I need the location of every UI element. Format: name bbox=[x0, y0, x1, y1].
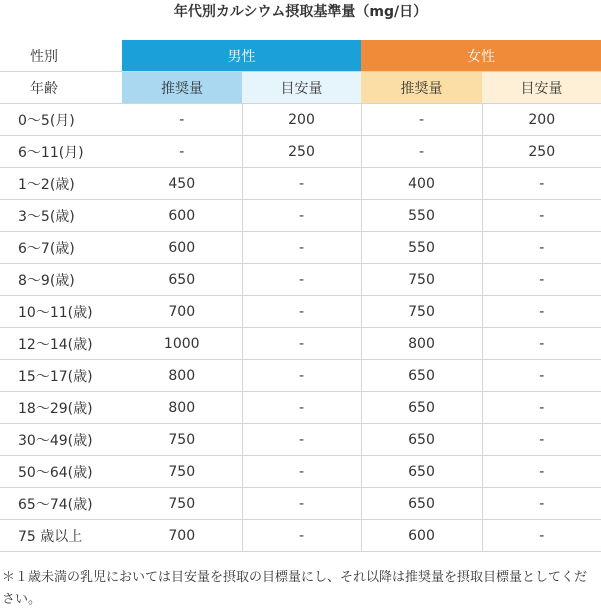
age-cell: 3〜5(歳) bbox=[0, 200, 122, 232]
female-target-cell: - bbox=[482, 456, 601, 488]
female-recommended-cell: 650 bbox=[361, 456, 482, 488]
table-row bbox=[0, 424, 601, 456]
age-cell: 1〜2(歳) bbox=[0, 168, 122, 200]
female-recommended-header: 推奨量 bbox=[361, 72, 482, 104]
female-target-cell: - bbox=[482, 264, 601, 296]
male-recommended-header: 推奨量 bbox=[122, 72, 242, 104]
male-target-cell: - bbox=[242, 296, 361, 328]
table-row bbox=[0, 168, 601, 200]
table-row bbox=[0, 136, 601, 168]
female-recommended-cell: - bbox=[361, 136, 482, 168]
table-body bbox=[0, 40, 601, 552]
table-row bbox=[0, 360, 601, 392]
table-row bbox=[0, 392, 601, 424]
table-row bbox=[0, 296, 601, 328]
female-header: 女性 bbox=[361, 40, 601, 72]
female-target-cell: - bbox=[482, 360, 601, 392]
table-row bbox=[0, 488, 601, 520]
female-target-cell: - bbox=[482, 232, 601, 264]
age-cell: 6〜7(歳) bbox=[0, 232, 122, 264]
male-recommended-cell: - bbox=[122, 136, 242, 168]
female-recommended-cell: - bbox=[361, 104, 482, 136]
male-target-header: 目安量 bbox=[242, 72, 361, 104]
age-cell: 0〜5(月) bbox=[0, 104, 122, 136]
female-target-cell: - bbox=[482, 424, 601, 456]
female-recommended-cell: 600 bbox=[361, 520, 482, 552]
table-row bbox=[0, 264, 601, 296]
calcium-intake-table bbox=[0, 40, 601, 552]
age-header-row bbox=[0, 72, 601, 104]
female-recommended-cell: 800 bbox=[361, 328, 482, 360]
table-row bbox=[0, 328, 601, 360]
age-cell: 8〜9(歳) bbox=[0, 264, 122, 296]
table-title: 年代別カルシウム摂取基準量（mg/日） bbox=[173, 4, 428, 20]
male-target-cell: - bbox=[242, 168, 361, 200]
male-target-cell: - bbox=[242, 456, 361, 488]
female-recommended-cell: 650 bbox=[361, 424, 482, 456]
female-recommended-cell: 650 bbox=[361, 360, 482, 392]
male-target-cell: 200 bbox=[242, 104, 361, 136]
table-row bbox=[0, 456, 601, 488]
table-row bbox=[0, 104, 601, 136]
male-recommended-cell: 700 bbox=[122, 296, 242, 328]
female-target-cell: - bbox=[482, 520, 601, 552]
female-target-cell: - bbox=[482, 296, 601, 328]
male-target-cell: - bbox=[242, 232, 361, 264]
male-recommended-cell: 800 bbox=[122, 360, 242, 392]
male-target-cell: - bbox=[242, 360, 361, 392]
male-target-cell: - bbox=[242, 392, 361, 424]
male-recommended-cell: 750 bbox=[122, 424, 242, 456]
age-cell: 18〜29(歳) bbox=[0, 392, 122, 424]
female-recommended-cell: 750 bbox=[361, 264, 482, 296]
age-cell: 65〜74(歳) bbox=[0, 488, 122, 520]
age-cell: 75 歳以上 bbox=[0, 520, 122, 552]
female-recommended-cell: 750 bbox=[361, 296, 482, 328]
male-recommended-cell: 1000 bbox=[122, 328, 242, 360]
age-cell: 50〜64(歳) bbox=[0, 456, 122, 488]
age-cell: 10〜11(歳) bbox=[0, 296, 122, 328]
footnote: ＊１歳未満の乳児においては目安量を摂取の目標量にし、それ以降は推奨量を摂取目標量としてください。 bbox=[2, 570, 588, 607]
female-target-cell: 200 bbox=[482, 104, 601, 136]
gender-header-row bbox=[0, 40, 601, 72]
male-recommended-cell: 800 bbox=[122, 392, 242, 424]
age-cell: 30〜49(歳) bbox=[0, 424, 122, 456]
female-target-cell: - bbox=[482, 328, 601, 360]
female-recommended-cell: 400 bbox=[361, 168, 482, 200]
male-recommended-cell: 600 bbox=[122, 200, 242, 232]
female-recommended-cell: 550 bbox=[361, 200, 482, 232]
age-cell: 15〜17(歳) bbox=[0, 360, 122, 392]
male-target-cell: - bbox=[242, 200, 361, 232]
male-target-cell: - bbox=[242, 264, 361, 296]
male-recommended-cell: 750 bbox=[122, 456, 242, 488]
male-target-cell: - bbox=[242, 328, 361, 360]
female-target-cell: - bbox=[482, 200, 601, 232]
male-recommended-cell: 600 bbox=[122, 232, 242, 264]
age-cell: 12〜14(歳) bbox=[0, 328, 122, 360]
male-recommended-cell: - bbox=[122, 104, 242, 136]
male-recommended-cell: 700 bbox=[122, 520, 242, 552]
female-recommended-cell: 650 bbox=[361, 488, 482, 520]
table-row bbox=[0, 232, 601, 264]
male-target-cell: - bbox=[242, 424, 361, 456]
female-target-cell: 250 bbox=[482, 136, 601, 168]
female-target-cell: - bbox=[482, 392, 601, 424]
male-target-cell: 250 bbox=[242, 136, 361, 168]
table-row bbox=[0, 520, 601, 552]
female-recommended-cell: 550 bbox=[361, 232, 482, 264]
male-recommended-cell: 450 bbox=[122, 168, 242, 200]
female-recommended-cell: 650 bbox=[361, 392, 482, 424]
male-recommended-cell: 650 bbox=[122, 264, 242, 296]
table-row bbox=[0, 200, 601, 232]
male-target-cell: - bbox=[242, 488, 361, 520]
male-recommended-cell: 750 bbox=[122, 488, 242, 520]
female-target-header: 目安量 bbox=[482, 72, 601, 104]
female-target-cell: - bbox=[482, 168, 601, 200]
age-label: 年齢 bbox=[0, 72, 122, 104]
female-target-cell: - bbox=[482, 488, 601, 520]
age-cell: 6〜11(月) bbox=[0, 136, 122, 168]
male-header: 男性 bbox=[122, 40, 361, 72]
gender-label: 性別 bbox=[0, 40, 122, 72]
male-target-cell: - bbox=[242, 520, 361, 552]
